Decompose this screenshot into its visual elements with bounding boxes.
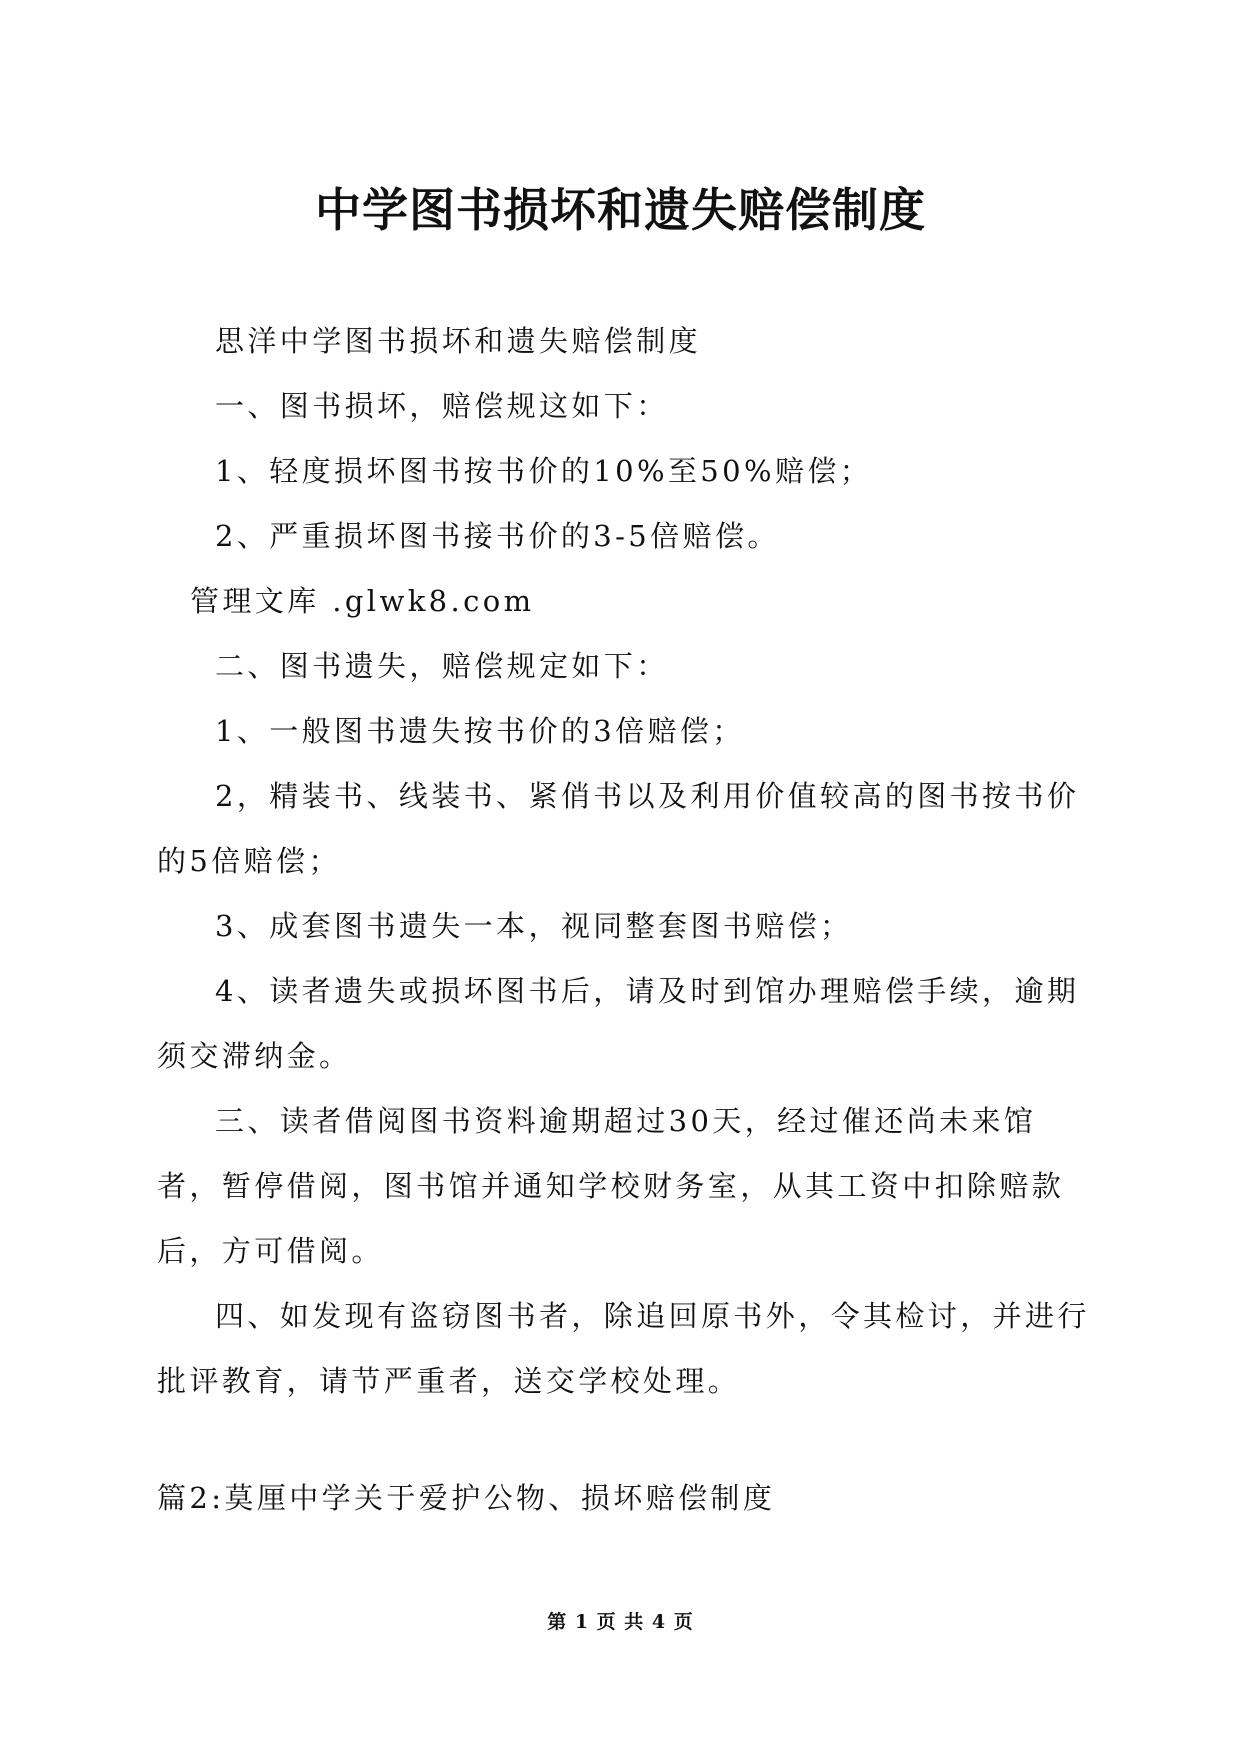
paragraph-loss-item-4: 4、读者遗失或损坏图书后，请及时到馆办理赔偿手续，逾期须交滞纳金。 (157, 974, 1080, 1073)
section-2-heading: 篇2:莫厘中学关于爱护公物、损坏赔偿制度 (157, 1481, 776, 1515)
paragraph-loss-heading: 二、图书遗失，赔偿规定如下： (215, 649, 669, 683)
paragraph-damage-heading: 一、图书损坏，赔偿规这如下： (215, 389, 669, 423)
paragraph-source-note: 管理文库 .glwk8.com (190, 584, 535, 618)
paragraph-overdue-rule: 三、读者借阅图书资料逾期超过30天，经过催还尚未来馆者，暂停借阅，图书馆并通知学校财务室，从其工资中扣除赔款后，方可借阅。 (157, 1104, 1065, 1268)
paragraph-loss-item-2: 2，精装书、线装书、紧俏书以及利用价值较高的图书按书价的5倍赔偿； (157, 779, 1080, 878)
paragraph-loss-item-3: 3、成套图书遗失一本，视同整套图书赔偿； (215, 909, 853, 943)
paragraph-damage-item-2: 2、严重损坏图书接书价的3-5倍赔偿。 (215, 519, 780, 553)
page-footer: 第 1 页 共 4 页 (547, 1611, 694, 1633)
paragraph-theft-rule: 四、如发现有盗窃图书者，除追回原书外，令其检讨，并进行批评教育，请节严重者，送交学校处理。 (157, 1299, 1090, 1398)
document-body (157, 309, 1091, 1414)
paragraph-damage-item-1: 1、轻度损坏图书按书价的10%至50%赔偿； (215, 454, 873, 488)
document-title: 中学图书损坏和遗失赔偿制度 (315, 183, 926, 237)
paragraph-loss-item-1: 1、一般图书遗失按书价的3倍赔偿； (215, 714, 745, 748)
paragraph-school-title: 思洋中学图书损坏和遗失赔偿制度 (215, 324, 702, 358)
